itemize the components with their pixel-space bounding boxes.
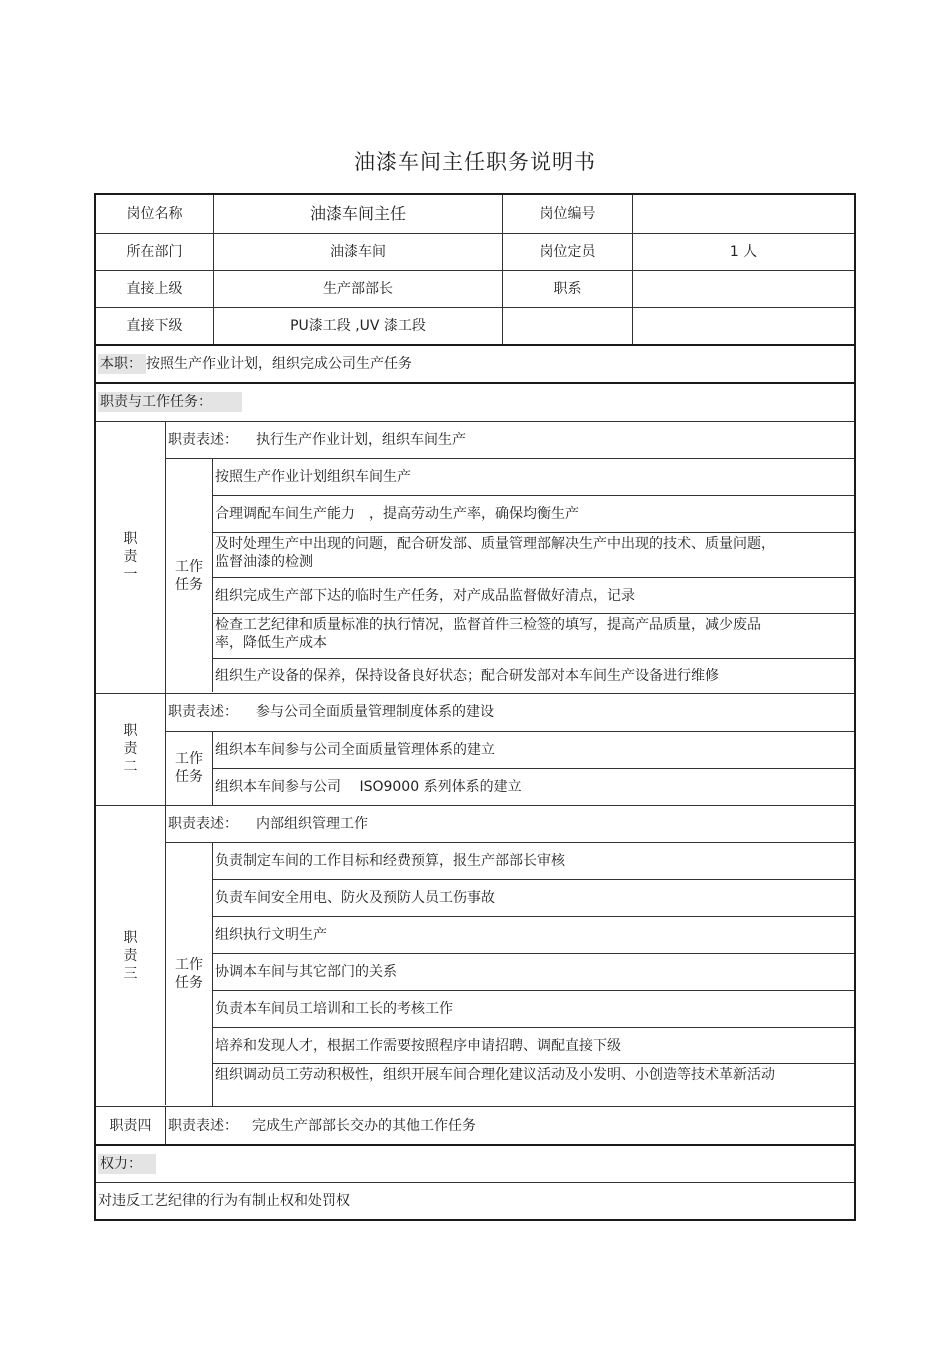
post-no-label: 岗位编号 [539,206,596,222]
duty1-task-6: 组织生产设备的保养，保持设备良好状态；配合研发部对本车间生产设备进行维修 [215,667,719,684]
job-description-table [94,193,856,1221]
duty4-label: 职责四 [109,1117,152,1134]
duty3-task-7: 组织调动员工劳动积极性，组织开展车间合理化建议活动及小发明、小创造等技术革新活动 [215,1067,775,1083]
post-name-value: 油漆车间主任 [309,204,406,223]
post-name-label: 岗位名称 [126,206,183,222]
duty1-desc-row [166,422,854,458]
duty2-desc-label: 职责表述： [168,704,238,720]
superior-value: 生产部部长 [323,281,393,297]
duty4-desc-row [166,1107,854,1144]
duties-header: 职责与工作任务： [98,392,242,412]
duty2-task-label: 工作 任务 [175,751,203,785]
duty1-task-3: 及时处理生产中出现的问题，配合研发部、质量管理部解决生产中出现的技术、质量问题，监督油漆的检测 [215,536,775,570]
page-title: 油漆车间主任职务说明书 [354,150,596,174]
authority-header-row [96,1146,854,1182]
authority-text: 对违反工艺纪律的行为有制止权和处罚权 [98,1193,350,1209]
duty3-task-4: 协调本车间与其它部门的关系 [215,964,397,980]
subordinate-value: PU漆工段 ,UV 漆工段 [290,318,426,334]
duty1-task-1: 按照生产作业计划组织车间生产 [215,469,411,485]
authority-label: 权力： [98,1154,156,1174]
main-duty-row [96,346,854,381]
duty3-label: 职 责 三 [123,929,138,982]
dept-label: 所在部门 [126,244,183,260]
series-value [633,271,854,307]
subordinate-label: 直接下级 [126,318,183,334]
series-label: 职系 [553,281,582,297]
duty2-task-1: 组织本车间参与公司全面质量管理体系的建立 [215,742,495,758]
duty1-task-2: 合理调配车间生产能力 ，提高劳动生产率，确保均衡生产 [215,506,579,522]
duty1-label: 职 责 一 [123,531,138,583]
duties-header-row [96,384,854,420]
duty2-desc-row [166,694,854,730]
duty4-desc: 完成生产部部长交办的其他工作任务 [252,1117,476,1134]
duty4-desc-label: 职责表述： [168,1117,238,1134]
post-no-value [633,195,854,233]
duty3-desc: 内部组织管理工作 [256,816,368,832]
dept-value: 油漆车间 [330,244,386,260]
main-duty-text: 按照生产作业计划，组织完成公司生产任务 [146,355,412,372]
main-duty-label: 本职： [98,354,146,374]
duty1-desc: 执行生产作业计划，组织车间生产 [256,432,466,448]
duty3-task-label: 工作 任务 [175,957,203,991]
duty1-desc-label: 职责表述： [168,432,238,448]
duty1-task-4: 组织完成生产部下达的临时生产任务，对产成品监督做好清点，记录 [215,587,635,604]
subordinate-empty-2 [633,308,854,344]
subordinate-empty-1 [503,308,632,344]
duty2-desc: 参与公司全面质量管理制度体系的建设 [256,704,494,720]
duty3-task-1: 负责制定车间的工作目标和经费预算，报生产部部长审核 [215,853,565,869]
duty3-desc-label: 职责表述： [168,816,238,832]
duty1-task-label: 工作 任务 [175,558,203,593]
duty3-task-3: 组织执行文明生产 [215,927,327,943]
duty2-label: 职 责 二 [123,723,138,775]
duty3-desc-row [166,806,854,842]
superior-label: 直接上级 [126,281,183,297]
duty1-task-5: 检查工艺纪律和质量标准的执行情况，监督首件三检签的填写，提高产品质量，减少废品率，降低生产成本 [215,617,761,651]
duty2-task-2: 组织本车间参与公司 ISO9000 系列体系的建立 [215,778,522,795]
quota-label: 岗位定员 [539,244,596,260]
quota-value: 1 人 [729,244,758,260]
duty3-task-2: 负责车间安全用电、防火及预防人员工伤事故 [215,890,495,906]
duty3-task-5: 负责本车间员工培训和工长的考核工作 [215,1001,453,1017]
duty3-task-6: 培养和发现人才，根据工作需要按照程序申请招聘、调配直接下级 [215,1037,621,1054]
